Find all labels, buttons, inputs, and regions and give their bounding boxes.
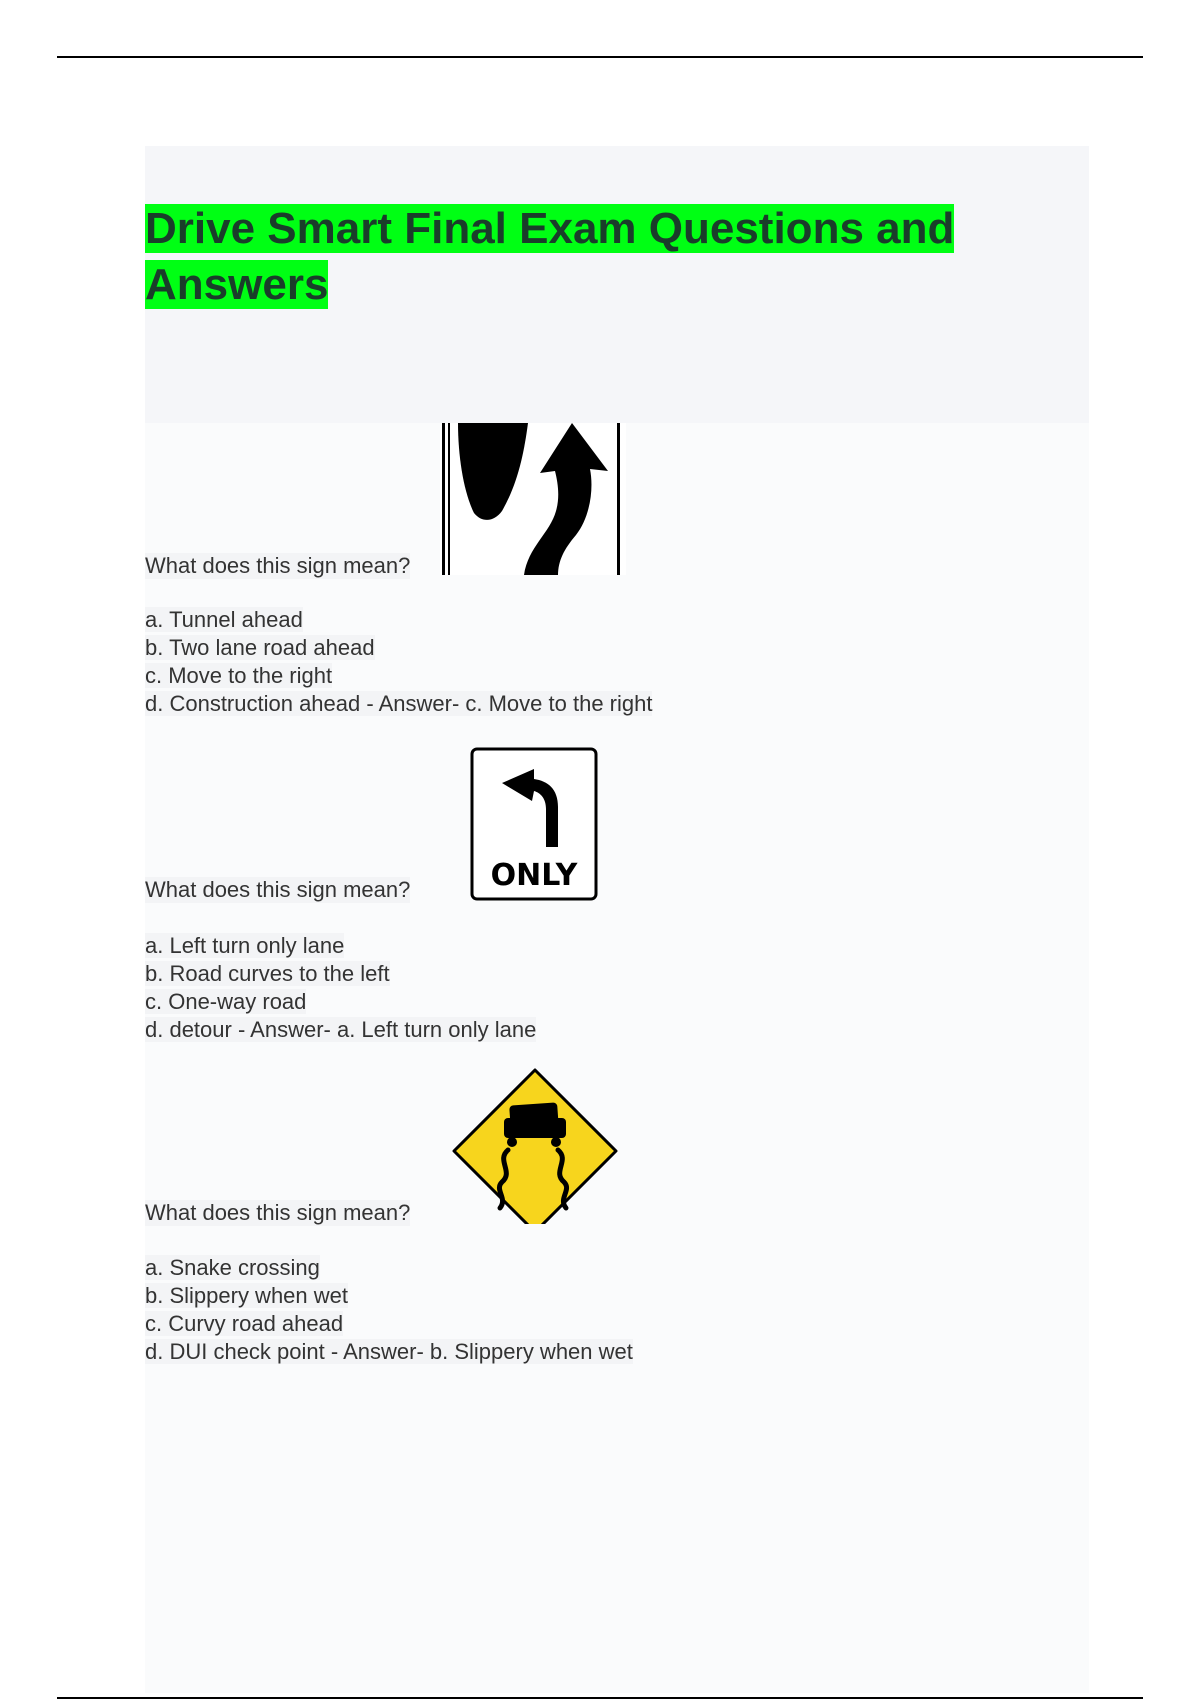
question-1-option-b: b. Two lane road ahead [145,635,375,660]
question-3-option-a: a. Snake crossing [145,1255,320,1280]
question-2-prompt: What does this sign mean? [145,877,411,902]
question-1-option-a: a. Tunnel ahead [145,607,303,632]
question-1-options [145,606,652,718]
question-1-prompt: What does this sign mean? [145,553,411,578]
question-2-options [145,932,536,1044]
question-2-option-d: d. detour - Answer- a. Left turn only lane [145,1017,537,1042]
page-title: Drive Smart Final Exam Questions and Answers [145,204,955,309]
question-3-options [145,1254,633,1366]
left-turn-only-sign-icon [470,747,598,901]
footer-rule [57,1697,1143,1699]
question-3-option-c: c. Curvy road ahead [145,1311,344,1336]
question-1-option-d: d. Construction ahead - Answer- c. Move to the right [145,691,653,716]
question-2-option-c: c. One-way road [145,989,307,1014]
question-3-option-d: d. DUI check point - Answer- b. Slippery when wet [145,1339,633,1364]
question-3-prompt: What does this sign mean? [145,1200,411,1225]
question-3-option-b: b. Slippery when wet [145,1283,348,1308]
slippery-when-wet-sign-icon [452,1068,618,1224]
header-rule [57,56,1143,58]
question-2-option-a: a. Left turn only lane [145,933,345,958]
question-1-option-c: c. Move to the right [145,663,333,688]
only-sign-text: ONLY [490,858,578,893]
merge-right-arrow-sign-icon [440,423,626,575]
question-2-option-b: b. Road curves to the left [145,961,390,986]
